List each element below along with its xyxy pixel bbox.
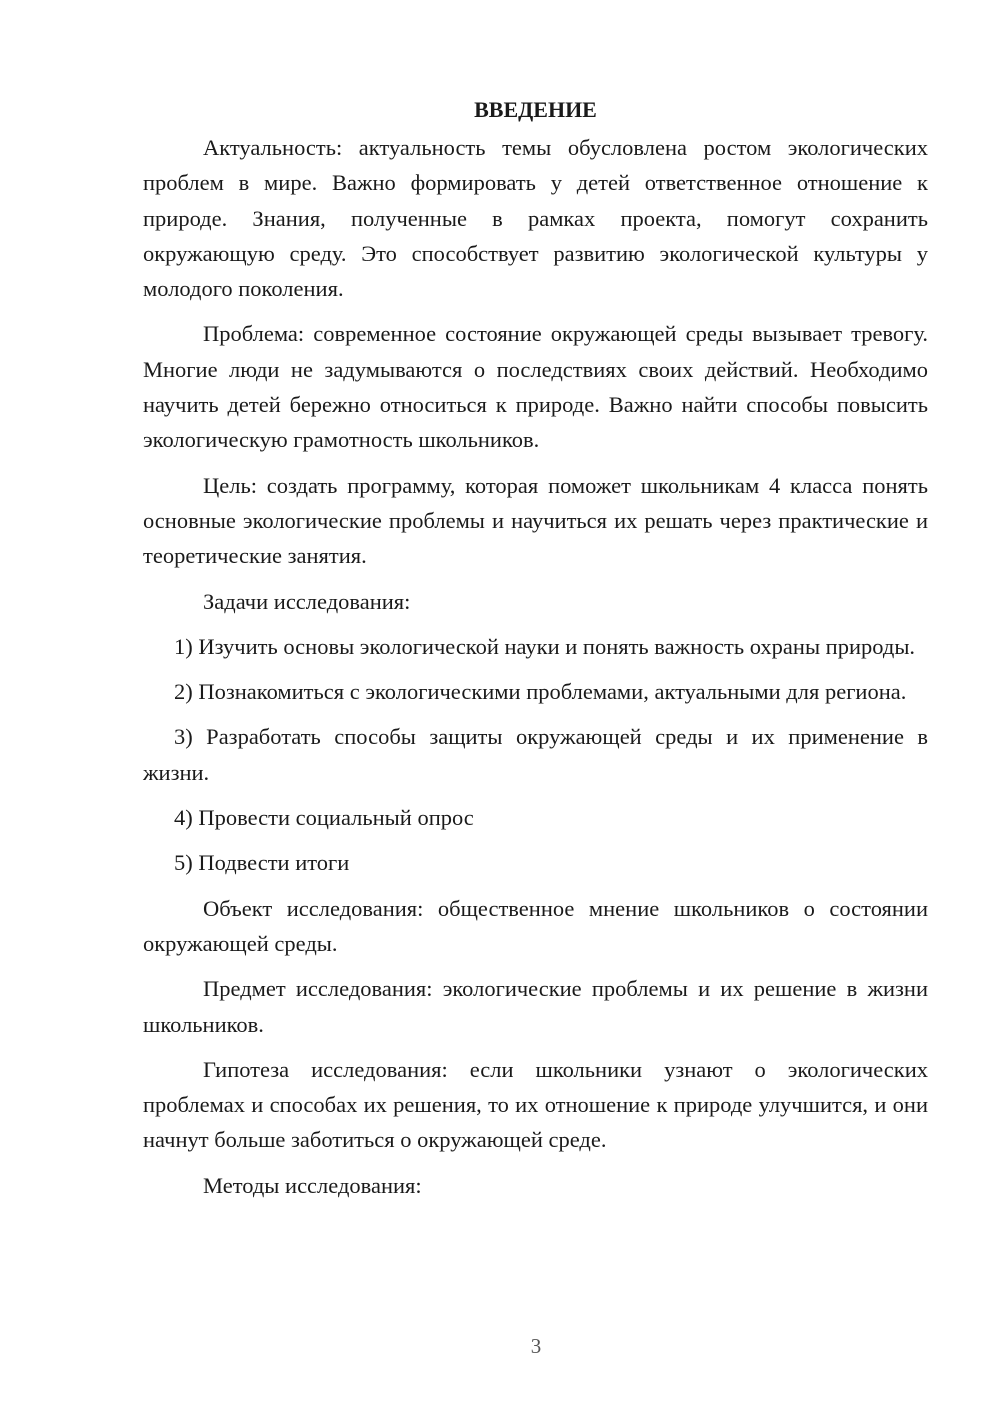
list-item: 3) Разработать способы защиты окружающей среды и их применение в жизни. xyxy=(143,724,928,785)
page-number: 3 xyxy=(530,1334,542,1358)
page-content xyxy=(143,92,928,1213)
actuality-paragraph: Актуальность: актуальность темы обусловлена ростом экологических проблем в мире. Важно формировать у детей ответственное отношение к природе. Знания, полученные в рамках проекта, помогут сохранить окружающую среду. Это способствует развитию экологической культуры у молодого поколения. xyxy=(143,135,928,302)
methods-heading: Методы исследования: xyxy=(203,1172,422,1198)
object-paragraph: Объект исследования: общественное мнение школьников о состоянии окружающей среды. xyxy=(143,895,928,956)
tasks-list xyxy=(143,629,928,881)
list-item: 5) Подвести итоги xyxy=(174,850,350,876)
list-item: 1) Изучить основы экологической науки и понять важность охраны природы. xyxy=(174,633,916,659)
list-item: 4) Провести социальный опрос xyxy=(174,805,474,831)
subject-paragraph: Предмет исследования: экологические проблемы и их решение в жизни школьников. xyxy=(143,976,928,1037)
list-item: 2) Познакомиться с экологическими проблемами, актуальными для региона. xyxy=(174,679,907,705)
problem-paragraph: Проблема: современное состояние окружающей среды вызывает тревогу. Многие люди не задумываются о последствиях своих действий. Необходимо научить детей бережно относиться к природе. Важно найти способы повысить экологическую грамотность школьников. xyxy=(143,321,928,453)
page-title: ВВЕДЕНИЕ xyxy=(474,97,597,122)
tasks-heading: Задачи исследования: xyxy=(203,588,411,614)
hypothesis-paragraph: Гипотеза исследования: если школьники узнают о экологических проблемах и способах их решения, то их отношение к природе улучшится, и они начнут больше заботиться о окружающей среде. xyxy=(143,1056,928,1153)
goal-paragraph: Цель: создать программу, которая поможет школьникам 4 класса понять основные экологические проблемы и научиться их решать через практические и теоретические занятия. xyxy=(143,472,928,569)
